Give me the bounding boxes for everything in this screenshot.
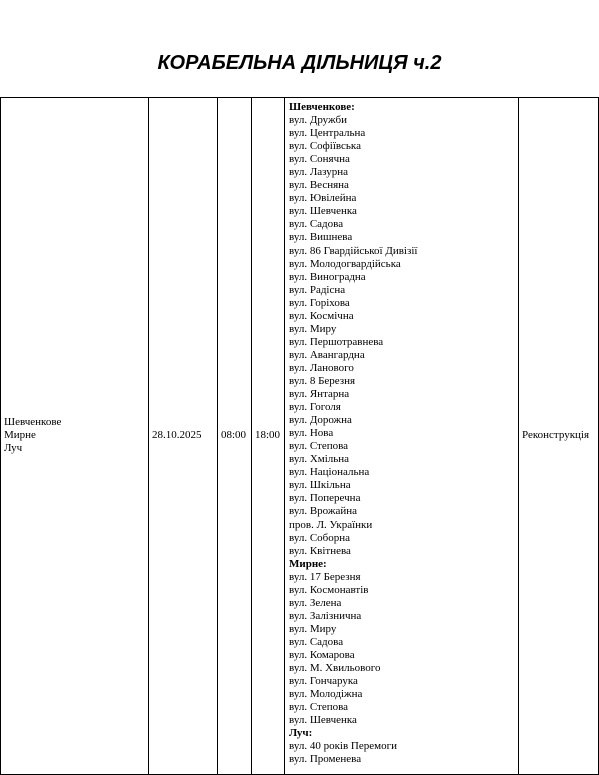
street-item: вул. Шевченка <box>289 205 357 218</box>
settlements-cell <box>4 416 61 455</box>
column-divider <box>148 98 149 774</box>
address-list <box>289 101 417 766</box>
street-item: вул. Поперечна <box>289 492 361 505</box>
street-item: вул. 40 років Перемоги <box>289 740 397 753</box>
settlement-heading: Шевченкове: <box>289 101 355 113</box>
street-item: вул. Ювілейна <box>289 192 357 205</box>
street-item: вул. Хмільна <box>289 453 350 466</box>
street-item: вул. Центральна <box>289 127 366 140</box>
street-item: вул. Нова <box>289 427 334 440</box>
column-divider <box>251 98 252 774</box>
street-item: вул. Космічна <box>289 309 354 322</box>
street-item: вул. Першотравнева <box>289 335 384 348</box>
street-item: вул. Софіївська <box>289 140 361 153</box>
outage-table <box>0 97 599 775</box>
street-item: вул. Виноградна <box>289 270 366 283</box>
street-item: вул. Дорожна <box>289 414 352 427</box>
start-time-cell: 08:00 <box>221 429 247 441</box>
street-item: вул. Променева <box>289 753 362 766</box>
street-item: вул. 8 Березня <box>289 374 356 387</box>
street-item: вул. Янтарна <box>289 388 350 401</box>
street-item: вул. Врожайна <box>289 505 358 518</box>
street-item: вул. Молодогвардійська <box>289 257 401 270</box>
street-item: вул. Залізнична <box>289 609 362 622</box>
settlement-heading: Мирне: <box>289 557 327 570</box>
street-item: вул. 86 Гвардійської Дивізії <box>289 244 418 257</box>
column-divider <box>518 98 519 774</box>
street-item: вул. Лазурна <box>289 166 349 179</box>
column-divider <box>284 98 285 774</box>
street-item: вул. Степова <box>289 440 349 453</box>
street-item: вул. Соборна <box>289 531 351 544</box>
settlement-heading: Луч: <box>289 727 313 740</box>
street-item: вул. Шевченка <box>289 714 357 727</box>
street-item: вул. Сонячна <box>289 153 350 166</box>
street-item: вул. 17 Березня <box>289 570 361 583</box>
date-cell: 28.10.2025 <box>152 429 202 441</box>
work-type-cell: Реконструкція <box>522 429 590 441</box>
street-item: вул. Гончарука <box>289 675 358 688</box>
street-item: вул. Вишнева <box>289 231 353 244</box>
street-item: вул. Зелена <box>289 596 342 609</box>
street-item: вул. Комарова <box>289 648 355 661</box>
street-item: вул. Квітнева <box>289 544 351 557</box>
street-item: вул. Весняна <box>289 179 349 192</box>
street-item: вул. Садова <box>289 635 344 648</box>
street-item: вул. Миру <box>289 622 337 635</box>
column-divider <box>0 98 1 774</box>
settlement-name: Луч <box>4 442 23 454</box>
street-item: вул. Гоголя <box>289 401 341 414</box>
street-item: вул. Національна <box>289 466 370 479</box>
street-item: вул. Авангардна <box>289 348 365 361</box>
street-item: вул. Ланового <box>289 361 354 374</box>
settlement-name: Шевченкове <box>4 416 62 428</box>
column-divider <box>217 98 218 774</box>
street-item: вул. Шкільна <box>289 479 351 492</box>
settlement-name: Мирне <box>4 429 36 441</box>
street-item: вул. Горіхова <box>289 296 350 309</box>
street-item: вул. Радісна <box>289 283 346 296</box>
end-time-cell: 18:00 <box>255 429 281 441</box>
street-item: вул. Садова <box>289 218 344 231</box>
street-item: пров. Л. Українки <box>289 518 373 531</box>
street-item: вул. Миру <box>289 322 337 335</box>
street-item: вул. Космонавтів <box>289 583 369 596</box>
street-item: вул. Молодіжна <box>289 688 363 701</box>
page-title: КОРАБЕЛЬНА ДІЛЬНИЦЯ ч.2 <box>157 52 442 74</box>
street-item: вул. Дружби <box>289 114 347 127</box>
street-item: вул. Степова <box>289 701 349 714</box>
street-item: вул. М. Хвильового <box>289 662 381 675</box>
